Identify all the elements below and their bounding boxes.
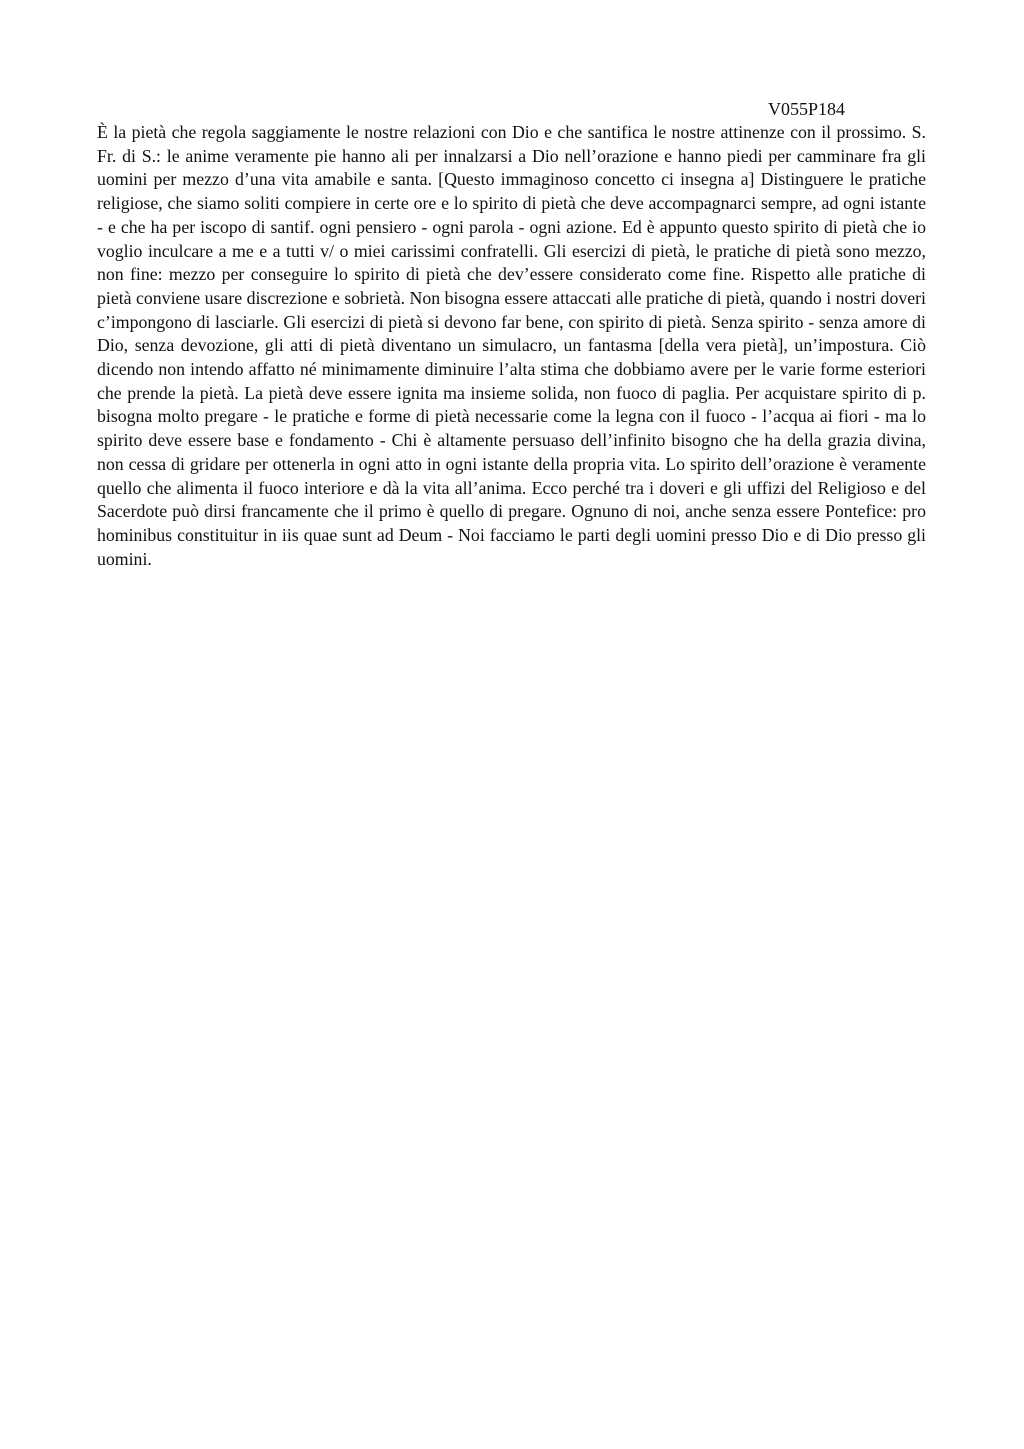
page-identifier: V055P184 <box>768 99 846 119</box>
body-paragraph: È la pietà che regola saggiamente le nostre relazioni con Dio e che santifica le nostre attinenze con il prossimo. S. Fr. di S.: le anime veramente pie hanno ali per innalzarsi a Dio nell’orazione e hanno piedi per camminare fra gli uomini per mezzo d’una vita amabile e santa. [Questo immaginoso concetto ci insegna a] Distinguere le pratiche religiose, che siamo soliti compiere in certe ore e lo spirito di pietà che deve accompagnarci sempre, ad ogni istante - e che ha per iscopo di santif. ogni pensiero - ogni parola - ogni azione. Ed è appunto questo spirito di pietà che io voglio inculcare a me e a tutti v/ o miei carissimi confratelli. Gli esercizi di pietà, le pratiche di pietà sono mezzo, non fine: mezzo per conseguire lo spirito di pietà che dev’essere considerato come fine. Rispetto alle pratiche di pietà conviene usare discrezione e sobrietà. Non bisogna essere attaccati alle pratiche di pietà, quando i nostri doveri c’impongono di lasciarle. Gli esercizi di pietà si devono far bene, con spirito di pietà. Senza spirito - senza amore di Dio, senza devozione, gli atti di pietà diventano un simulacro, un fantasma [della vera pietà], un’impostura. Ciò dicendo non intendo affatto né minimamente diminuire l’alta stima che dobbiamo avere per le varie forme esteriori che prende la pietà. La pietà deve essere ignita ma insieme solida, non fuoco di paglia. Per acquistare spirito di p. bisogna molto pregare - le pratiche e forme di pietà necessarie come la legna con il fuoco - l’acqua ai fiori - ma lo spirito deve essere base e fondamento - Chi è altamente persuaso dell’infinito bisogno che ha della grazia divina, non cessa di gridare per ottenerla in ogni atto in ogni istante della propria vita. Lo spirito dell’orazione è veramente quello che alimenta il fuoco interiore e dà la vita all’anima. Ecco perché tra i doveri e gli uffizi del Religioso e del Sacerdote può dirsi francamente che il primo è quello di pregare. Ognuno di noi, anche senza essere Pontefice: pro hominibus constituitur in iis quae sunt ad Deum - Noi facciamo le parti degli uomini presso Dio e di Dio presso gli uomini. <box>97 122 926 569</box>
